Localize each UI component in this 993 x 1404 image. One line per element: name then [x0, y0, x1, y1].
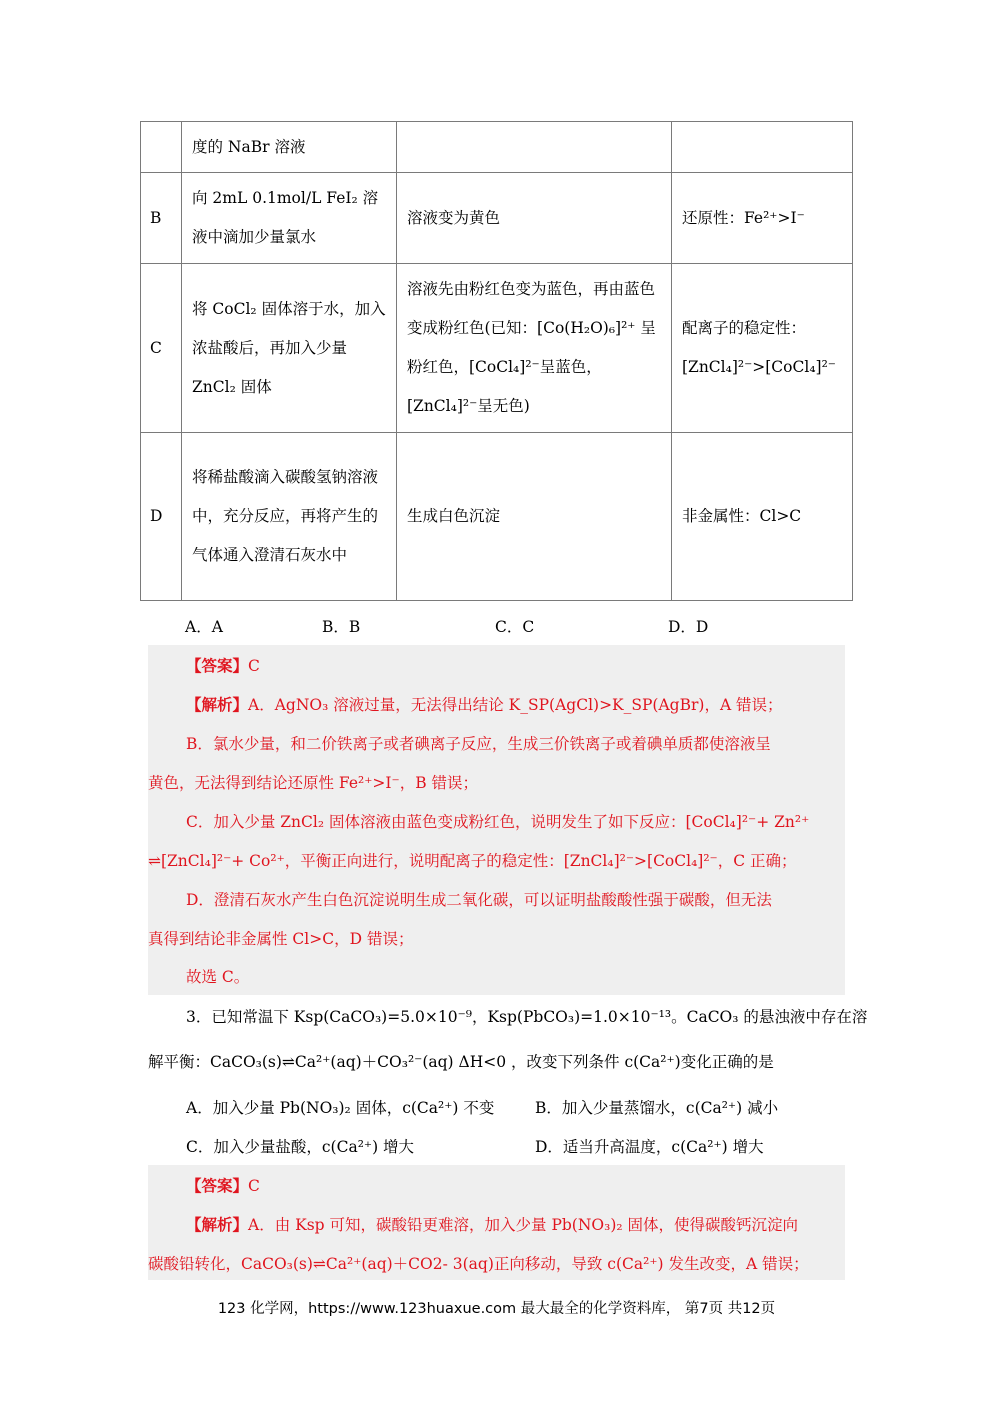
operation-cell: 向 2mL 0.1mol/L FeI₂ 溶液中滴加少量氯水: [182, 173, 397, 264]
q3-option-a[interactable]: A．加入少量 Pb(NO₃)₂ 固体，c(Ca²⁺) 不变: [186, 1099, 495, 1117]
phenomenon-cell: 溶液先由粉红色变为蓝色，再由蓝色变成粉红色(已知：[Co(H₂O)₆]²⁺ 呈粉红色，[CoCl₄]²⁻呈蓝色，[ZnCl₄]²⁻呈无色): [397, 264, 672, 433]
operation-cell: 将 CoCl₂ 固体溶于水，加入浓盐酸后，再加入少量 ZnCl₂ 固体: [182, 264, 397, 433]
operation-cell: 度的 NaBr 溶液: [182, 122, 397, 173]
q3-option-c[interactable]: C．加入少量盐酸，c(Ca²⁺) 增大: [186, 1138, 415, 1156]
table-row: [141, 122, 853, 173]
q3-option-b[interactable]: B．加入少量蒸馏水，c(Ca²⁺) 减小: [535, 1099, 779, 1117]
table-row: [141, 433, 853, 601]
conclusion-cell: 还原性：Fe²⁺>I⁻: [672, 173, 853, 264]
option-cell: C: [141, 264, 182, 433]
analysis-line: 黄色，无法得到结论还原性 Fe²⁺>I⁻，B 错误；: [148, 774, 479, 792]
analysis-line: B．氯水少量，和二价铁离子或者碘离子反应，生成三价铁离子或着碘单质都使溶液呈: [186, 735, 771, 753]
analysis-line: 真得到结论非金属性 Cl>C，D 错误；: [148, 930, 414, 948]
analysis-line: 碳酸铅转化，CaCO₃(s)⇌Ca²⁺(aq)＋CO2- 3(aq)正向移动，导致 c(Ca²⁺) 发生改变，A 错误；: [148, 1255, 809, 1273]
conclusion-cell: 非金属性：Cl>C: [672, 433, 853, 601]
conclusion-cell: 配离子的稳定性：[ZnCl₄]²⁻>[CoCl₄]²⁻: [672, 264, 853, 433]
answer-value: C: [248, 1177, 260, 1195]
analysis-line: C．加入少量 ZnCl₂ 固体溶液由蓝色变成粉红色，说明发生了如下反应：[CoCl₄]²⁻+ Zn²⁺: [186, 813, 810, 831]
q3-option-d[interactable]: D．适当升高温度，c(Ca²⁺) 增大: [535, 1138, 764, 1156]
answer-value: C: [248, 657, 260, 675]
conclusion-cell: [672, 122, 853, 173]
page-footer: 123 化学网，https://www.123huaxue.com 最大最全的化学资料库， 第7页 共12页: [217, 1301, 776, 1317]
q3-answer-block: [148, 1165, 845, 1280]
answer-tag: 【答案】: [186, 656, 249, 675]
phenomenon-cell: [397, 122, 672, 173]
analysis-line: D．澄清石灰水产生白色沉淀说明生成二氧化碳，可以证明盐酸酸性强于碳酸，但无法: [186, 891, 772, 909]
experiment-table: [140, 121, 853, 601]
choice-a[interactable]: A．A: [185, 618, 223, 636]
option-cell: [141, 122, 182, 173]
option-cell: D: [141, 433, 182, 601]
analysis-line: ⇌[ZnCl₄]²⁻+ Co²⁺，平衡正向进行，说明配离子的稳定性：[ZnCl₄]²⁻>[CoCl₄]²⁻，C 正确；: [148, 852, 797, 870]
analysis-line: 故选 C。: [186, 968, 250, 986]
analysis-line: A．AgNO₃ 溶液过量，无法得出结论 K_SP(AgCl)>K_SP(AgBr)，A 错误；: [248, 696, 783, 714]
table-row: [141, 173, 853, 264]
table-row: [141, 264, 853, 433]
q3-stem-line: 解平衡：CaCO₃(s)⇌Ca²⁺(aq)＋CO₃²⁻(aq) ΔH<0 ，改变下列条件 c(Ca²⁺)变化正确的是: [148, 1053, 774, 1071]
option-cell: B: [141, 173, 182, 264]
answer-tag: 【答案】: [186, 1176, 249, 1195]
q3-stem-line: 3．已知常温下 Ksp(CaCO₃)=5.0×10⁻⁹，Ksp(PbCO₃)=1.0×10⁻¹³。CaCO₃ 的悬浊液中存在溶: [186, 1008, 868, 1026]
phenomenon-cell: 溶液变为黄色: [397, 173, 672, 264]
analysis-line: A．由 Ksp 可知，碳酸铅更难溶，加入少量 Pb(NO₃)₂ 固体，使得碳酸钙沉淀向: [248, 1216, 799, 1234]
analysis-tag: 【解析】: [186, 1215, 249, 1234]
choice-b[interactable]: B．B: [322, 618, 361, 636]
choice-d[interactable]: D．D: [668, 618, 709, 636]
analysis-tag: 【解析】: [186, 695, 249, 714]
phenomenon-cell: 生成白色沉淀: [397, 433, 672, 601]
q2-choices: [185, 615, 805, 637]
operation-cell: 将稀盐酸滴入碳酸氢钠溶液中，充分反应，再将产生的气体通入澄清石灰水中: [182, 433, 397, 601]
choice-c[interactable]: C．C: [495, 618, 535, 636]
q2-answer-block: [148, 645, 845, 995]
